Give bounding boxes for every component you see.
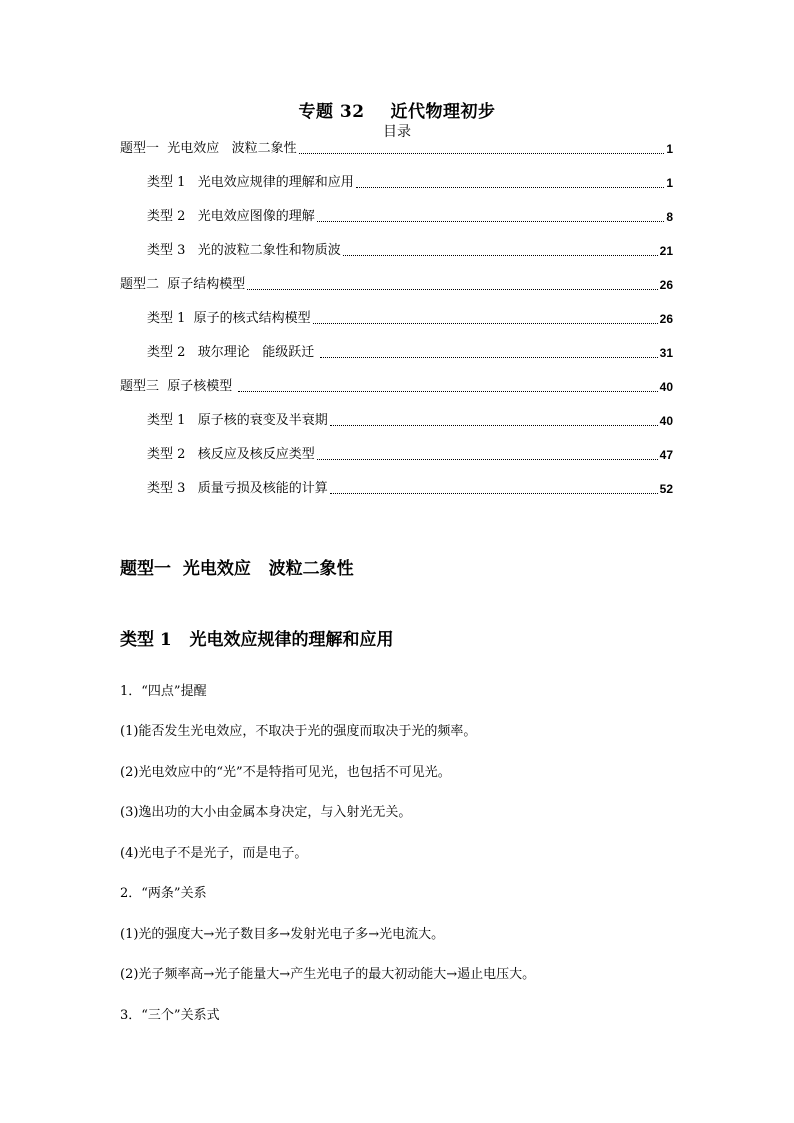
- toc-entry-label: 类型 3 光的波粒二象性和物质波: [147, 243, 341, 258]
- paragraph: 3．“三个”关系式: [120, 1008, 220, 1023]
- paragraph: (3)逸出功的大小由金属本身决定，与入射光无关。: [120, 805, 412, 820]
- toc-entry-page: 31: [659, 346, 673, 360]
- toc-entry-page: 47: [659, 448, 673, 462]
- toc-entry-page: 26: [659, 312, 673, 326]
- paragraph: (1)能否发生光电效应，不取决于光的强度而取决于光的频率。: [120, 724, 477, 739]
- toc-entry-page: 21: [659, 244, 673, 258]
- paragraph: 1．“四点”提醒: [120, 684, 207, 699]
- toc-entry-page: 1: [666, 142, 673, 156]
- toc-entry-label: 类型 1 光电效应规律的理解和应用: [147, 175, 354, 190]
- toc-entry-label: 类型 1 原子的核式结构模型: [147, 311, 311, 326]
- subsection-heading: 类型 1 光电效应规律的理解和应用: [120, 630, 394, 650]
- toc-entry-label: 题型一 光电效应 波粒二象性: [120, 141, 297, 156]
- section-heading: 题型一 光电效应 波粒二象性: [120, 559, 354, 579]
- toc-entry[interactable]: [120, 276, 673, 294]
- document-title: [0, 97, 794, 122]
- toc-leader: [238, 390, 657, 392]
- toc-entry-page: 1: [666, 176, 673, 190]
- toc-leader: [330, 492, 658, 494]
- toc-entry-label: 类型 2 光电效应图像的理解: [147, 209, 315, 224]
- toc-entry-page: 26: [659, 278, 673, 292]
- toc-entry[interactable]: [147, 310, 673, 328]
- toc-leader: [247, 288, 657, 290]
- toc-entry[interactable]: [147, 480, 673, 498]
- toc-entry-page: 40: [659, 380, 673, 394]
- toc-leader: [320, 356, 657, 358]
- toc-entry[interactable]: [120, 140, 673, 158]
- toc-leader: [343, 254, 658, 256]
- toc-entry-page: 8: [666, 210, 673, 224]
- paragraph: 2．“两条”关系: [120, 886, 207, 901]
- toc-leader: [313, 322, 658, 324]
- title-prefix: 专题 32: [298, 102, 365, 122]
- toc-entry-label: 类型 2 玻尔理论 能级跃迁: [147, 345, 319, 360]
- toc-entry-page: 40: [659, 414, 673, 428]
- toc-entry[interactable]: [147, 412, 673, 430]
- toc-leader: [330, 424, 658, 426]
- toc-entry[interactable]: [147, 174, 673, 192]
- toc-leader: [299, 152, 665, 154]
- toc-entry[interactable]: [120, 378, 673, 396]
- paragraph: (2)光子频率高→光子能量大→产生光电子的最大初动能大→遏止电压大。: [120, 967, 536, 982]
- toc-entry[interactable]: [147, 208, 673, 226]
- toc-entry-label: 类型 2 核反应及核反应类型: [147, 447, 315, 462]
- paragraph: (4)光电子不是光子，而是电子。: [120, 846, 308, 861]
- toc-leader: [317, 220, 665, 222]
- paragraph: (2)光电效应中的“光”不是特指可见光，也包括不可见光。: [120, 765, 451, 780]
- paragraph: (1)光的强度大→光子数目多→发射光电子多→光电流大。: [120, 927, 445, 942]
- toc-entry[interactable]: [147, 242, 673, 260]
- toc-entry-label: 类型 1 原子核的衰变及半衰期: [147, 413, 328, 428]
- toc-entry-label: 题型三 原子核模型: [120, 379, 237, 394]
- toc-entry[interactable]: [147, 344, 673, 362]
- toc-entry-label: 类型 3 质量亏损及核能的计算: [147, 481, 328, 496]
- toc-entry[interactable]: [147, 446, 673, 464]
- toc-leader: [317, 458, 658, 460]
- toc-leader: [356, 186, 665, 188]
- toc-entry-page: 52: [659, 482, 673, 496]
- toc-heading: 目录: [383, 124, 411, 140]
- title-main: 近代物理初步: [390, 102, 496, 122]
- toc-entry-label: 题型二 原子结构模型: [120, 277, 246, 292]
